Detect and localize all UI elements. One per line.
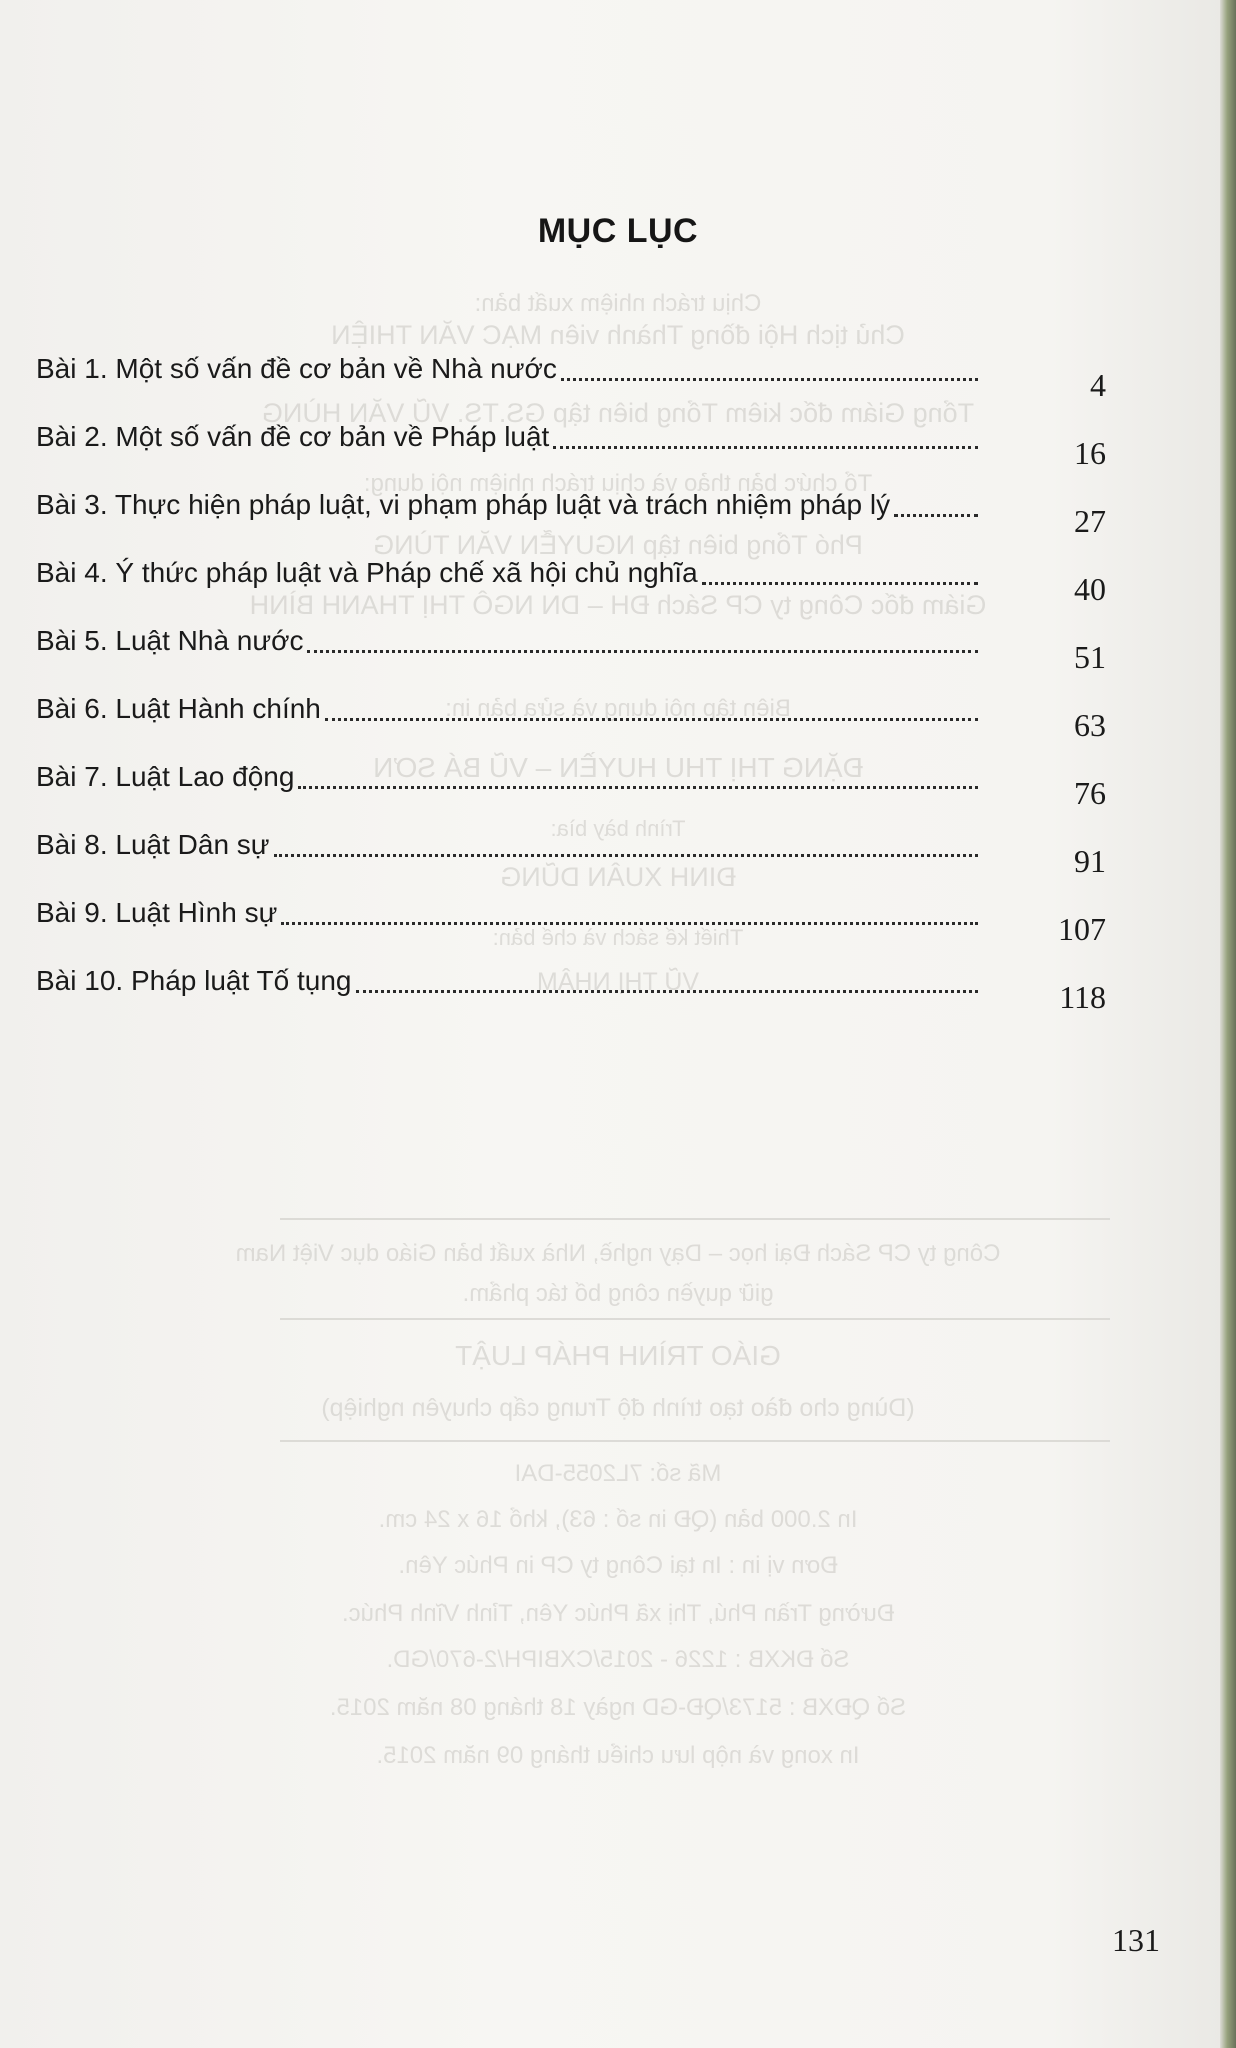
toc-entry-page: 4 bbox=[1090, 367, 1106, 403]
page-number: 131 bbox=[1112, 1922, 1160, 1958]
show-through-line: Công ty CP Sách Đại học – Dạy nghề, Nhà xuất bản Giáo dục Việt Nam bbox=[235, 1240, 1001, 1267]
show-through-line: ĐẶNG THỊ THU HUYỀN – VŨ BÁ SƠN bbox=[373, 752, 863, 783]
show-through-line: Phó Tổng biên tập NGUYỄN VĂN TÙNG bbox=[373, 530, 863, 560]
toc-entry-title: Bài 7. Luật Lao động bbox=[36, 761, 295, 792]
toc-entry bbox=[36, 608, 1106, 675]
show-through-line: In xong và nộp lưu chiểu tháng 09 năm 2015. bbox=[376, 1742, 860, 1769]
show-through-line: Số QĐXB : 5173/QĐ-GD ngày 18 tháng 08 năm 2015. bbox=[329, 1694, 907, 1721]
toc-entry-title: Bài 4. Ý thức pháp luật và Pháp chế xã hội chủ nghĩa bbox=[36, 557, 698, 588]
toc-entry bbox=[36, 744, 1106, 811]
show-through-line: Giám đốc Công ty CP Sách ĐH – DN NGÔ THỊ THANH BÌNH bbox=[249, 590, 987, 620]
toc-entry-page: 76 bbox=[1074, 775, 1106, 811]
toc-entry-title: Bài 1. Một số vấn đề cơ bản về Nhà nước bbox=[36, 353, 557, 384]
toc-entry-page: 107 bbox=[1058, 911, 1106, 947]
show-through-rule bbox=[280, 1218, 1110, 1220]
page-title: MỤC LỤC bbox=[537, 212, 699, 250]
toc-dot-leader bbox=[307, 646, 978, 653]
show-through-line: Mã số: 7L2055-DAI bbox=[514, 1460, 722, 1487]
show-through-line: Chịu trách nhiệm xuất bản: bbox=[474, 290, 762, 317]
show-through-line: Chủ tịch Hội đồng Thành viên MẠC VĂN THIỆN bbox=[331, 320, 905, 350]
toc-entry bbox=[36, 472, 1106, 539]
toc-dot-leader bbox=[702, 578, 978, 585]
toc-entry bbox=[36, 676, 1106, 743]
toc-dot-leader bbox=[274, 850, 978, 857]
toc-entry-page: 51 bbox=[1074, 639, 1106, 675]
show-through-line: Biên tập nội dung và sửa bản in: bbox=[445, 695, 791, 722]
show-through-line: VŨ THỊ NHÂM bbox=[536, 968, 700, 996]
toc-entry-page: 118 bbox=[1059, 979, 1106, 1015]
toc-dot-leader bbox=[325, 714, 978, 721]
toc-entry bbox=[36, 948, 1106, 1015]
toc-dot-leader bbox=[553, 442, 978, 449]
show-through-line: Số ĐKXB : 1226 - 2015/CXBIPH/2-670/GD. bbox=[386, 1646, 850, 1673]
toc-dot-leader bbox=[356, 986, 979, 993]
toc-entry-page: 91 bbox=[1074, 843, 1106, 879]
show-through-line: giữ quyền công bố tác phẩm. bbox=[462, 1280, 774, 1307]
toc-dot-leader bbox=[894, 510, 978, 517]
show-through-line: GIÁO TRÌNH PHÁP LUẬT bbox=[455, 1340, 781, 1371]
toc-entry-title: Bài 9. Luật Hình sự bbox=[36, 897, 278, 928]
show-through-line: Đơn vị in : In tại Công ty CP in Phúc Yên. bbox=[398, 1552, 838, 1579]
show-through-line: In 2.000 bản (QĐ in số : 63), khổ 16 x 24 cm. bbox=[378, 1506, 858, 1533]
toc-entry-title: Bài 2. Một số vấn đề cơ bản về Pháp luật bbox=[36, 421, 550, 452]
toc-dot-leader bbox=[561, 374, 978, 381]
toc-dot-leader bbox=[281, 918, 978, 925]
toc-entry-title: Bài 6. Luật Hành chính bbox=[36, 693, 321, 724]
toc-entry-title: Bài 10. Pháp luật Tố tụng bbox=[36, 965, 352, 996]
show-through-line: Trình bày bìa: bbox=[550, 816, 686, 841]
show-through-line: (Dùng cho đào tạo trình độ Trung cấp chuyên nghiệp) bbox=[321, 1394, 915, 1422]
toc-entry bbox=[36, 336, 1106, 403]
show-through-line: Đường Trần Phú, Thị xã Phúc Yên, Tỉnh Vĩnh Phúc. bbox=[341, 1600, 895, 1627]
toc-entry-page: 63 bbox=[1074, 707, 1106, 743]
toc-entry-page: 16 bbox=[1074, 435, 1106, 471]
toc-entry-title: Bài 5. Luật Nhà nước bbox=[36, 625, 304, 656]
show-through-line: ĐINH XUÂN DŨNG bbox=[500, 862, 736, 892]
show-through-rule bbox=[280, 1440, 1110, 1442]
toc-entry bbox=[36, 404, 1106, 471]
show-through-line: Tổ chức bản thảo và chịu trách nhiệm nội dung: bbox=[363, 470, 873, 497]
show-through-line: Thiết kế sách và chế bản: bbox=[492, 925, 744, 950]
toc-entry-page: 40 bbox=[1074, 571, 1106, 607]
toc-entry-page: 27 bbox=[1074, 503, 1106, 539]
show-through-line: Tổng Giám đốc kiêm Tổng biên tập GS.TS. VŨ VĂN HÙNG bbox=[261, 398, 975, 428]
toc-entry-title: Bài 8. Luật Dân sự bbox=[36, 829, 270, 860]
toc-entry-title: Bài 3. Thực hiện pháp luật, vi phạm pháp luật và trách nhiệm pháp lý bbox=[36, 489, 891, 520]
toc-dot-leader bbox=[298, 782, 978, 789]
show-through-rule bbox=[280, 1318, 1110, 1320]
